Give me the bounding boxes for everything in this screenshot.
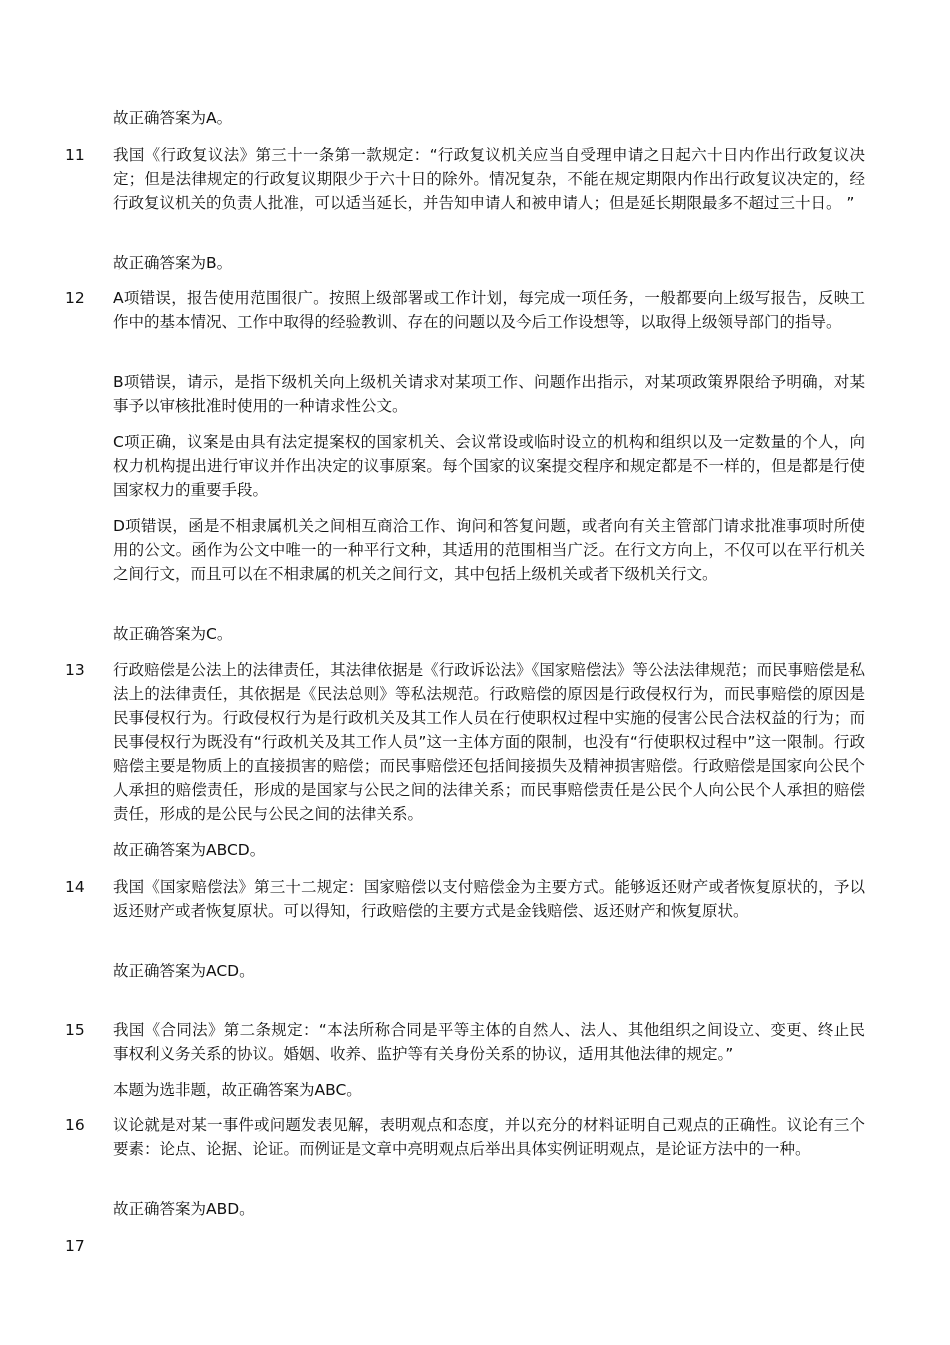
answer-conclusion: 故正确答案为A。 — [113, 109, 233, 127]
answer-conclusion: 本题为选非题，故正确答案为ABC。 — [113, 1081, 362, 1099]
question-number: 13 — [65, 661, 85, 679]
answer-paragraph: 我国《行政复议法》第三十一条第一款规定：“行政复议机关应当自受理申请之日起六十日内作出行政复议决定；但是法律规定的行政复议期限少于六十日的除外。情况复杂，不能在规定期限内作出行政复议决定的，经行政复议机关的负责人批准，可以适当延长，并告知申请人和被申请人；但是延长期限最多不超过三十日。 ” — [113, 146, 865, 212]
answer-conclusion: 故正确答案为ABCD。 — [113, 841, 266, 859]
question-number: 14 — [65, 878, 85, 896]
answer-paragraph: 议论就是对某一事件或问题发表见解，表明观点和态度，并以充分的材料证明自己观点的正确性。议论有三个要素：论点、论据、论证。而例证是文章中亮明观点后举出具体实例证明观点，是论证方法中的一种。 — [113, 1116, 865, 1158]
answer-conclusion: 故正确答案为B。 — [113, 254, 233, 272]
question-number: 11 — [65, 146, 85, 164]
question-number: 15 — [65, 1021, 85, 1039]
question-number: 17 — [65, 1237, 85, 1255]
answer-paragraph: 我国《合同法》第二条规定：“本法所称合同是平等主体的自然人、法人、其他组织之间设立、变更、终止民事权利义务关系的协议。婚姻、收养、监护等有关身份关系的协议，适用其他法律的规定。” — [113, 1021, 865, 1063]
answer-conclusion: 故正确答案为C。 — [113, 625, 233, 643]
answer-paragraph: 我国《国家赔偿法》第三十二规定：国家赔偿以支付赔偿金为主要方式。能够返还财产或者恢复原状的，予以返还财产或者恢复原状。可以得知，行政赔偿的主要方式是金钱赔偿、返还财产和恢复原状。 — [113, 878, 865, 920]
answer-conclusion: 故正确答案为ACD。 — [113, 962, 255, 980]
answer-conclusion: 故正确答案为ABD。 — [113, 1200, 255, 1218]
answer-paragraph: B项错误，请示，是指下级机关向上级机关请求对某项工作、问题作出指示，对某项政策界限给予明确，对某事予以审核批准时使用的一种请求性公文。 — [113, 373, 865, 415]
answer-paragraph: D项错误，函是不相隶属机关之间相互商洽工作、询问和答复问题，或者向有关主管部门请求批准事项时所使用的公文。函作为公文中唯一的一种平行文种，其适用的范围相当广泛。在行文方向上，不仅可以在平行机关之间行文，而且可以在不相隶属的机关之间行文，其中包括上级机关或者下级机关行文。 — [113, 517, 865, 583]
answer-paragraph: C项正确，议案是由具有法定提案权的国家机关、会议常设或临时设立的机构和组织以及一定数量的个人，向权力机构提出进行审议并作出决定的议事原案。每个国家的议案提交程序和规定都是不一样的，但是都是行使国家权力的重要手段。 — [113, 433, 865, 499]
answer-paragraph: A项错误，报告使用范围很广。按照上级部署或工作计划，每完成一项任务，一般都要向上级写报告，反映工作中的基本情况、工作中取得的经验教训、存在的问题以及今后工作设想等，以取得上级领导部门的指导。 — [113, 289, 865, 331]
answer-paragraph: 行政赔偿是公法上的法律责任，其法律依据是《行政诉讼法》《国家赔偿法》等公法法律规范；而民事赔偿是私法上的法律责任，其依据是《民法总则》等私法规范。行政赔偿的原因是行政侵权行为，而民事赔偿的原因是民事侵权行为。行政侵权行为是行政机关及其工作人员在行使职权过程中实施的侵害公民合法权益的行为；而民事侵权行为既没有“行政机关及其工作人员”这一主体方面的限制，也没有“行使职权过程中”这一限制。行政赔偿主要是物质上的直接损害的赔偿；而民事赔偿还包括间接损失及精神损害赔偿。行政赔偿是国家向公民个人承担的赔偿责任，形成的是国家与公民之间的法律关系；而民事赔偿责任是公民个人向公民个人承担的赔偿责任，形成的是公民与公民之间的法律关系。 — [113, 661, 865, 823]
question-number: 12 — [65, 289, 85, 307]
question-number: 16 — [65, 1116, 85, 1134]
